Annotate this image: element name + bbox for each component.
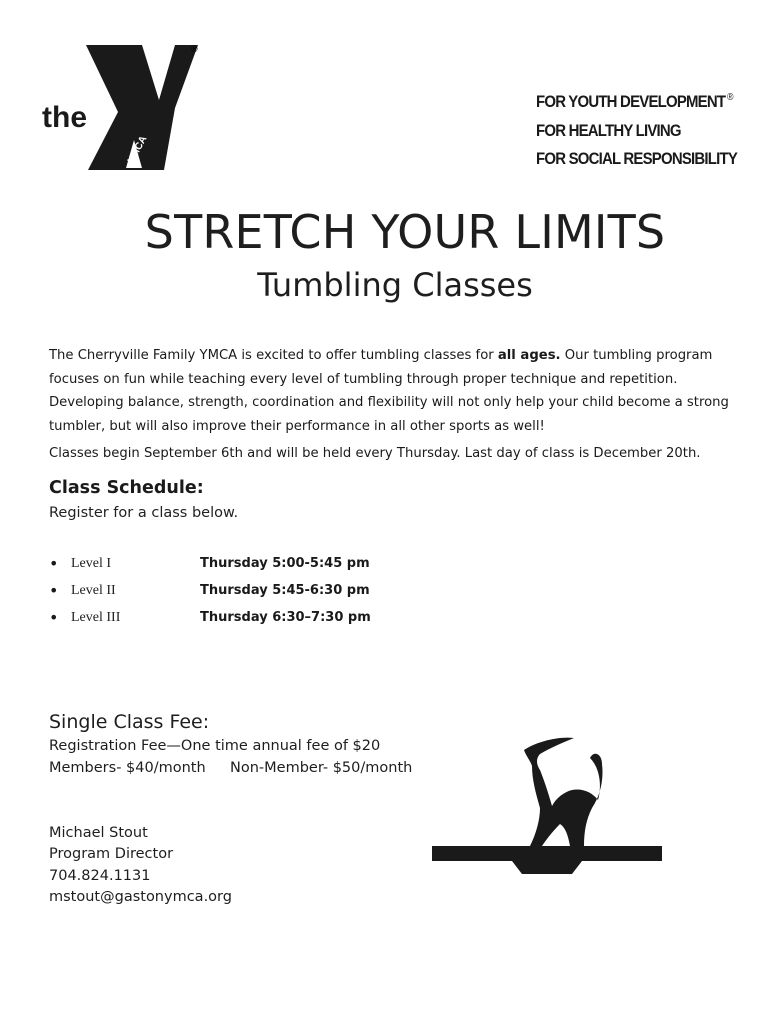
contact-phone: 704.824.1131 (49, 868, 151, 884)
schedule-time: Thursday 6:30–7:30 pm (200, 610, 371, 625)
ymca-logo-icon (38, 40, 218, 190)
gymnast-on-beam-icon (432, 728, 672, 880)
bullet-icon: • (49, 581, 59, 600)
fee-heading: Single Class Fee: (49, 711, 210, 733)
tagline-youth (536, 92, 733, 112)
tagline-social (536, 149, 737, 169)
logo-word: the (42, 101, 87, 134)
schedule-row (49, 581, 449, 605)
logo-letters: YMCA (125, 134, 150, 166)
contact-email: mstout@gastonymca.org (49, 889, 232, 905)
tagline-healthy-text: FOR HEALTHY LIVING (536, 121, 681, 140)
schedule-row (49, 608, 449, 632)
logo-registered-mark: ® (191, 44, 198, 54)
tagline-youth-text: FOR YOUTH DEVELOPMENT (536, 92, 726, 111)
monthly-fees (49, 760, 449, 776)
schedule-level: Level I (71, 556, 112, 571)
tagline-healthy (536, 121, 681, 141)
contact-name: Michael Stout (49, 825, 148, 841)
contact-role: Program Director (49, 846, 174, 862)
schedule-time: Thursday 5:00-5:45 pm (200, 556, 370, 571)
intro-bold: all ages. (497, 348, 561, 363)
non-member-fee: Non-Member- $50/month (230, 760, 413, 776)
intro-text-1: The Cherryville Family YMCA is excited to offer tumbling classes for (49, 348, 498, 363)
intro-paragraph (49, 344, 729, 438)
schedule-level: Level III (71, 610, 121, 625)
registration-fee: Registration Fee—One time annual fee of $20 (49, 738, 381, 754)
schedule-row (49, 554, 449, 578)
schedule-time: Thursday 5:45-6:30 pm (200, 583, 370, 598)
schedule-subheading: Register for a class below. (49, 505, 239, 521)
tagline-social-text: FOR SOCIAL RESPONSIBILITY (536, 149, 738, 168)
page-title: STRETCH YOUR LIMITS (144, 205, 666, 259)
page-subtitle: Tumbling Classes (257, 266, 533, 304)
intro-text-2: Our tumbling program focuses on fun while teaching every level of tumbling through proper technique and repetition. Developing balance, strength, coordination and flexibility will not only help your child become a strong tumbler, but will also improve their performance in all other sports as well! (49, 348, 729, 434)
tagline-registered-mark: ® (726, 92, 733, 104)
member-fee: Members- $40/month (49, 760, 206, 776)
bullet-icon: • (49, 554, 59, 573)
bullet-icon: • (49, 608, 59, 627)
schedule-level: Level II (71, 583, 116, 598)
class-dates: Classes begin September 6th and will be held every Thursday. Last day of class is December 20th. (49, 446, 701, 461)
schedule-heading: Class Schedule: (49, 478, 204, 498)
